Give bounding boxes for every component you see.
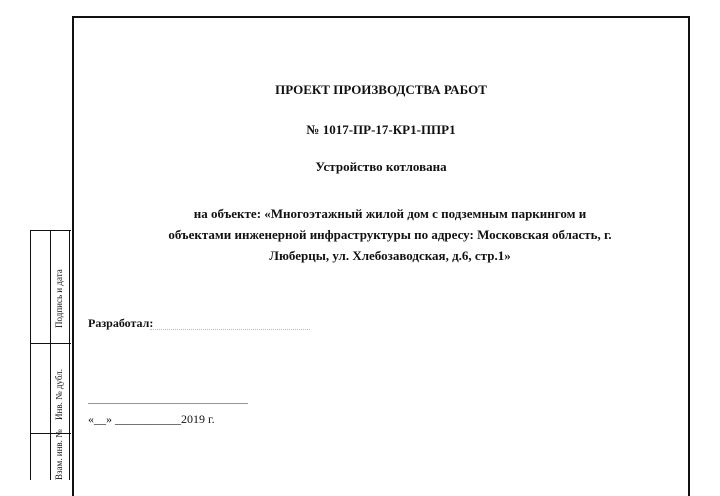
stamp-label-replacement-inventory: Взам. инв. № xyxy=(54,429,64,480)
stamp-cell xyxy=(31,230,51,343)
address-line: Люберцы, ул. Хлебозаводская, д.6, стр.1» xyxy=(269,248,511,263)
stamp-cell xyxy=(31,433,51,480)
object-address xyxy=(110,203,670,266)
document-code: № 1017-ПР-17-КР1-ППР1 xyxy=(306,122,456,137)
date-rule xyxy=(88,403,248,404)
stamp-strip xyxy=(30,230,72,480)
document-heading: ПРОЕКТ ПРОИЗВОДСТВА РАБОТ xyxy=(275,82,487,97)
developer-signature-line xyxy=(150,329,310,330)
date-line: «__» ___________2019 г. xyxy=(88,412,215,426)
stamp-column-left xyxy=(30,230,50,480)
stamp-label-duplicate-inventory: Инв. № дубл. xyxy=(54,369,64,420)
stamp-label-signature-date: Подпись и дата xyxy=(54,269,64,328)
developed-by-label: Разработал: xyxy=(88,316,154,330)
document-subject: Устройство котлована xyxy=(315,159,447,174)
stamp-cell xyxy=(31,343,51,433)
address-line: объектами инженерной инфраструктуры по адресу: Московская область, г. xyxy=(168,227,612,242)
address-line: на объекте: «Многоэтажный жилой дом с подземным паркингом и xyxy=(193,206,587,221)
